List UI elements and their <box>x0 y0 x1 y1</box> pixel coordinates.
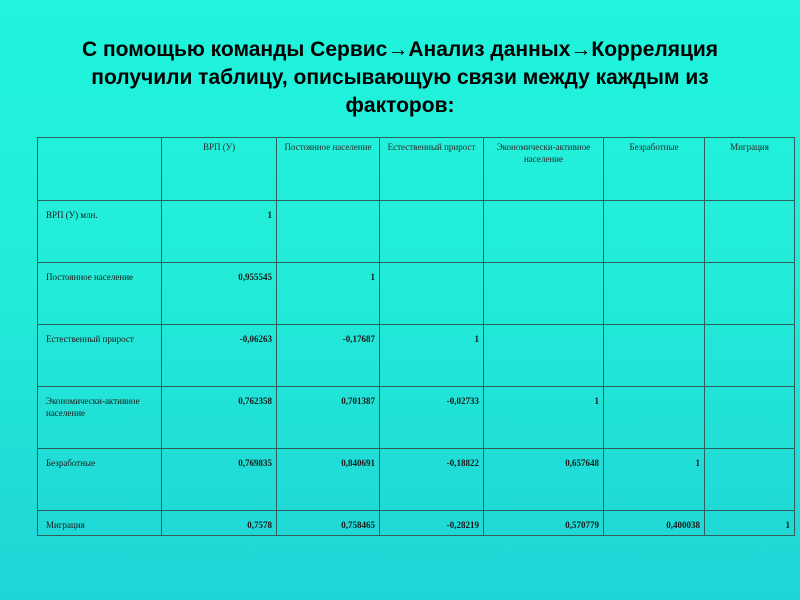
table-cell <box>484 263 604 325</box>
table-corner-cell <box>38 138 162 201</box>
table-row <box>38 511 795 536</box>
column-header: ВРП (У) <box>162 138 277 201</box>
table-cell: 1 <box>380 325 484 387</box>
table-cell: 1 <box>162 201 277 263</box>
table-cell <box>604 263 705 325</box>
table-cell: 1 <box>604 449 705 511</box>
row-label: Естественный прирост <box>38 325 162 387</box>
table-header-row <box>38 138 795 201</box>
table-cell: -0,28219 <box>380 511 484 536</box>
table-cell <box>705 387 795 449</box>
correlation-table <box>37 137 795 536</box>
table-cell: 1 <box>277 263 380 325</box>
table-cell <box>604 201 705 263</box>
row-label: Безработные <box>38 449 162 511</box>
row-label: Экономически-активное население <box>38 387 162 449</box>
slide-title: С помощью команды Сервис→Анализ данных→Корреляция получили таблицу, описывающую связи между каждым из факторов: <box>81 38 719 117</box>
table-row <box>38 263 795 325</box>
table-row <box>38 387 795 449</box>
row-label: ВРП (У) млн. <box>38 201 162 263</box>
table-cell: 1 <box>484 387 604 449</box>
table-cell: 0,955545 <box>162 263 277 325</box>
table-cell: 1 <box>705 511 795 536</box>
table-cell <box>380 263 484 325</box>
table-row <box>38 325 795 387</box>
table-cell <box>705 449 795 511</box>
table-cell: 0,7578 <box>162 511 277 536</box>
table-cell <box>705 325 795 387</box>
column-header: Безработные <box>604 138 705 201</box>
table-cell: -0,17687 <box>277 325 380 387</box>
table-row <box>38 201 795 263</box>
table-cell <box>277 201 380 263</box>
table-cell <box>380 201 484 263</box>
table-cell: 0,400038 <box>604 511 705 536</box>
table-cell: -0,02733 <box>380 387 484 449</box>
table-row <box>38 449 795 511</box>
row-label: Миграция <box>38 511 162 536</box>
column-header: Миграция <box>705 138 795 201</box>
table-cell: 0,769835 <box>162 449 277 511</box>
table-cell: 0,570779 <box>484 511 604 536</box>
table-cell: 0,840691 <box>277 449 380 511</box>
table-cell <box>604 325 705 387</box>
column-header: Экономически-активное население <box>484 138 604 201</box>
table-cell: 0,657648 <box>484 449 604 511</box>
table-cell <box>705 201 795 263</box>
table-cell: -0,18822 <box>380 449 484 511</box>
table-cell <box>604 387 705 449</box>
row-label: Постоянное население <box>38 263 162 325</box>
table-cell <box>484 325 604 387</box>
table-cell: 0,758465 <box>277 511 380 536</box>
column-header: Постоянное население <box>277 138 380 201</box>
table-cell <box>705 263 795 325</box>
column-header: Естественный прирост <box>380 138 484 201</box>
table-cell: 0,762358 <box>162 387 277 449</box>
table-cell <box>484 201 604 263</box>
table-cell: 0,701387 <box>277 387 380 449</box>
table-cell: -0,06263 <box>162 325 277 387</box>
